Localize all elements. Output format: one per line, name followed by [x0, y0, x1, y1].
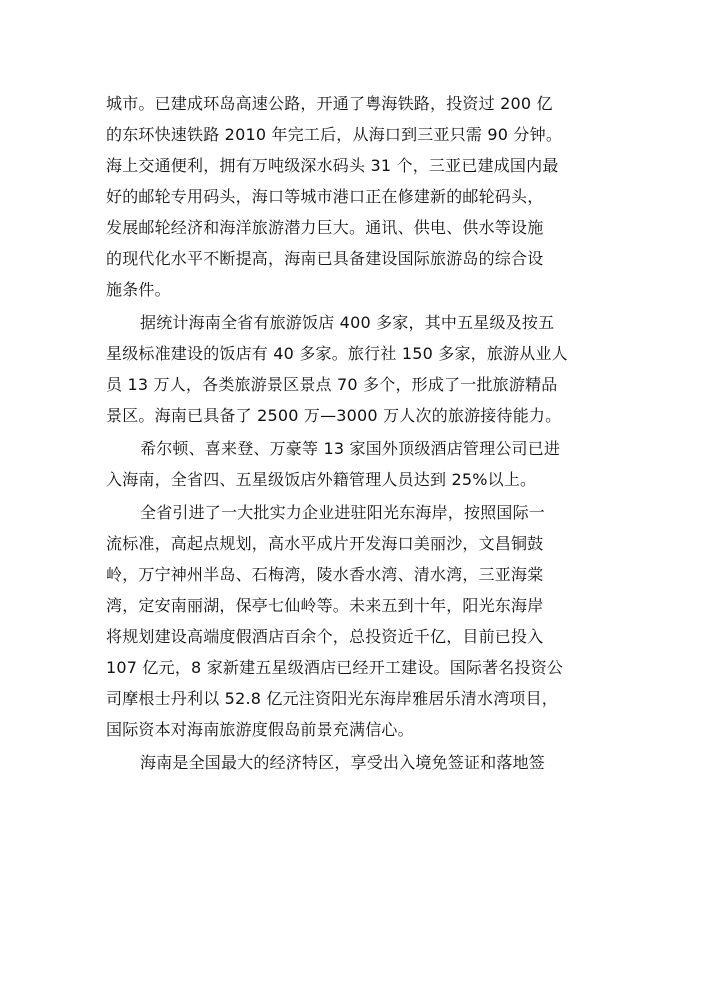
paragraph-line: 星级标准建设的饭店有 40 多家。旅行社 150 多家，旅游从业人	[106, 344, 568, 363]
paragraph-line: 入海南，全省四、五星级饭店外籍管理人员达到 25%以上。	[106, 470, 537, 489]
paragraph-line: 岭，万宁神州半岛、石梅湾，陵水香水湾、清水湾，三亚海棠	[106, 565, 544, 584]
paragraph-line: 员 13 万人，各类旅游景区景点 70 多个，形成了一批旅游精品	[106, 375, 558, 394]
paragraph-line-indented: 希尔顿、喜来登、万豪等 13 家国外顶级酒店管理公司已进	[140, 439, 561, 458]
paragraph-line: 司摩根士丹利以 52.8 亿元注资阳光东海岸雅居乐清水湾项目，	[106, 689, 558, 708]
paragraph-line: 城市。已建成环岛高速公路，开通了粤海铁路，投资过 200 亿	[106, 94, 553, 113]
paragraph-line-indented: 全省引进了一大批实力企业进驻阳光东海岸，按照国际一	[140, 503, 546, 522]
paragraph-line: 国际资本对海南旅游度假岛前景充满信心。	[106, 720, 414, 739]
paragraph-line-indented: 海南是全国最大的经济特区，享受出入境免签证和落地签	[140, 753, 546, 772]
paragraph-line: 流标准，高起点规划，高水平成片开发海口美丽沙，文昌铜鼓	[106, 534, 544, 553]
paragraph-line: 发展邮轮经济和海洋旅游潜力巨大。通讯、供电、供水等设施	[106, 218, 544, 237]
paragraph-line: 湾，定安南丽湖，保亭七仙岭等。未来五到十年，阳光东海岸	[106, 596, 544, 615]
paragraph-line: 的现代化水平不断提高，海南已具备建设国际旅游岛的综合设	[106, 249, 544, 268]
paragraph-line: 将规划建设高端度假酒店百余个，总投资近千亿，目前已投入	[106, 627, 544, 646]
paragraph-line: 景区。海南已具备了 2500 万—3000 万人次的旅游接待能力。	[106, 406, 562, 425]
document-body	[106, 88, 598, 778]
paragraph-line: 海上交通便利，拥有万吨级深水码头 31 个，三亚已建成国内最	[106, 156, 559, 175]
paragraph-line-indented: 据统计海南全省有旅游饭店 400 多家，其中五星级及按五	[140, 313, 555, 332]
paragraph-line: 107 亿元，8 家新建五星级酒店已经开工建设。国际著名投资公	[106, 658, 564, 677]
paragraph-line: 施条件。	[106, 280, 171, 299]
paragraph-line: 的东环快速铁路 2010 年完工后，从海口到三亚只需 90 分钟。	[106, 125, 563, 144]
paragraph-line: 好的邮轮专用码头，海口等城市港口正在修建新的邮轮码头，	[106, 187, 544, 206]
